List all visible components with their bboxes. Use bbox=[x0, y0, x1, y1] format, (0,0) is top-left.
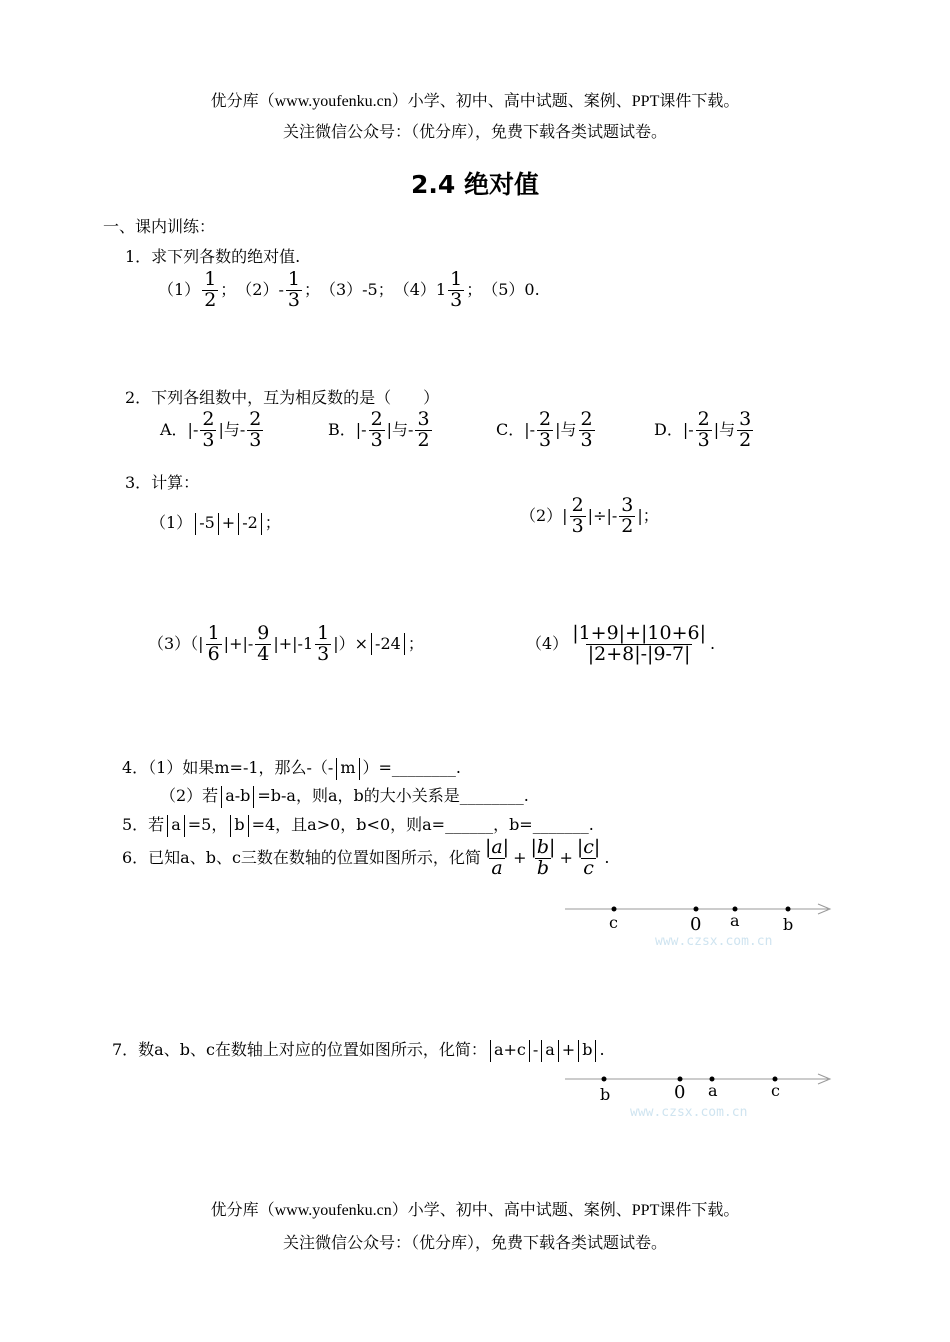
denominator: a bbox=[491, 856, 503, 879]
operator: + bbox=[561, 1040, 576, 1059]
denominator: 3 bbox=[450, 288, 463, 311]
numerator: 2 bbox=[571, 494, 584, 516]
label-zero: 0 bbox=[690, 914, 702, 935]
denominator: 3 bbox=[249, 428, 262, 451]
q3-part-3 bbox=[148, 624, 424, 665]
fraction bbox=[737, 410, 753, 451]
numerator: 2 bbox=[202, 408, 215, 430]
q1-label-2: ； （2）- bbox=[220, 279, 284, 299]
operator: |+|-1 bbox=[273, 633, 314, 653]
page-title: 2.4 绝对值 bbox=[411, 170, 539, 199]
denominator: 3 bbox=[571, 514, 584, 537]
punct: ； bbox=[407, 633, 424, 653]
abs-bar bbox=[184, 815, 185, 837]
value: a-b bbox=[225, 786, 251, 805]
value: a bbox=[171, 815, 181, 834]
numerator: 2 bbox=[539, 408, 552, 430]
option-mid: |与 bbox=[555, 419, 577, 439]
denominator: 3 bbox=[539, 428, 552, 451]
denominator: 3 bbox=[287, 288, 300, 311]
q7-watermark: www.czsx.com.cn bbox=[630, 1105, 748, 1120]
abs-bar bbox=[595, 1040, 596, 1062]
text: 4．（1）如果m=-1，那么-（- bbox=[122, 758, 334, 777]
q2-option-b bbox=[328, 410, 434, 451]
section-heading: 一、课内训练： bbox=[103, 217, 216, 236]
numerator: 3 bbox=[739, 408, 752, 430]
numerator: 2 bbox=[249, 408, 262, 430]
abs-bar bbox=[195, 513, 196, 535]
value: b bbox=[234, 815, 245, 834]
footer-line-1: 优分库（www.youfenku.cn）小学、初中、高中试题、案例、PPT课件下载。 bbox=[210, 1202, 740, 1219]
denominator: 3 bbox=[202, 428, 215, 451]
denominator: 2 bbox=[204, 288, 217, 311]
numerator: 3 bbox=[417, 408, 430, 430]
numerator: |c| bbox=[576, 836, 601, 858]
fraction bbox=[619, 496, 635, 537]
fraction bbox=[579, 410, 595, 451]
abs-bar bbox=[558, 1040, 559, 1062]
point-zero bbox=[694, 907, 699, 912]
abs-bar bbox=[529, 1040, 530, 1062]
punct: . bbox=[710, 633, 716, 653]
q1-fraction-1 bbox=[202, 270, 218, 311]
label-c: c bbox=[609, 913, 618, 932]
footer-line-2: 关注微信公众号：（优分库），免费下载各类试题试卷。 bbox=[282, 1235, 667, 1252]
abs-bar bbox=[261, 513, 262, 535]
operator: + bbox=[513, 847, 527, 867]
denominator: b bbox=[536, 856, 550, 879]
text: 6．已知a、b、c三数在数轴的位置如图所示，化简 bbox=[122, 847, 481, 867]
denominator: 3 bbox=[697, 428, 710, 451]
fraction bbox=[575, 838, 602, 879]
abs-bar bbox=[541, 1040, 542, 1062]
fraction bbox=[537, 410, 553, 451]
option-mid: |与- bbox=[386, 419, 414, 439]
numerator: 2 bbox=[370, 408, 383, 430]
q1-label-1: （1） bbox=[158, 279, 201, 299]
q1-label-5: ； （5）0. bbox=[466, 279, 540, 299]
abs-bar bbox=[490, 1040, 491, 1062]
abs-bar bbox=[253, 786, 254, 808]
fraction bbox=[528, 838, 557, 879]
header-line-1: 优分库（www.youfenku.cn）小学、初中、高中试题、案例、PPT课件下载。 bbox=[210, 93, 740, 110]
denominator: 4 bbox=[257, 642, 270, 665]
value: -5 bbox=[199, 513, 215, 532]
denominator: 3 bbox=[317, 642, 330, 665]
text: =5， bbox=[187, 815, 228, 834]
q4-line-2 bbox=[160, 783, 529, 808]
abs-bar bbox=[167, 815, 168, 837]
header-line-2: 关注微信公众号：（优分库），免费下载各类试题试卷。 bbox=[282, 124, 667, 141]
part-label: （3）（| bbox=[148, 633, 204, 653]
abs-bar bbox=[404, 633, 405, 655]
abs-bar bbox=[248, 815, 249, 837]
denominator: 2 bbox=[417, 428, 430, 451]
q6 bbox=[122, 838, 609, 879]
text: =4，且a>0，b<0，则a=______，b=_______. bbox=[251, 815, 594, 834]
option-label: A．|- bbox=[160, 419, 199, 439]
denominator: c bbox=[583, 856, 594, 879]
q5 bbox=[122, 812, 594, 837]
operator: + bbox=[221, 513, 236, 532]
numerator: 9 bbox=[257, 622, 270, 644]
point-b bbox=[602, 1077, 607, 1082]
label-b: b bbox=[783, 915, 794, 934]
operator: |÷|- bbox=[587, 505, 618, 525]
option-label: C．|- bbox=[496, 419, 536, 439]
q7 bbox=[112, 1037, 605, 1062]
q1-stem: 1．求下列各数的绝对值. bbox=[125, 247, 301, 266]
fraction bbox=[255, 624, 271, 665]
abs-bar bbox=[230, 815, 231, 837]
punct: . bbox=[604, 847, 610, 867]
denominator: |2+8|-|9-7| bbox=[587, 642, 691, 665]
part-label: （4） bbox=[526, 633, 569, 653]
part-label: （2）| bbox=[520, 505, 568, 525]
point-zero bbox=[678, 1077, 683, 1082]
q6-number-line bbox=[560, 898, 840, 938]
fraction bbox=[200, 410, 216, 451]
punct: . bbox=[599, 1040, 605, 1059]
numerator: 1 bbox=[317, 622, 330, 644]
option-label: D．|- bbox=[654, 419, 694, 439]
label-a: a bbox=[730, 911, 740, 930]
fraction bbox=[206, 624, 222, 665]
value: -24 bbox=[375, 633, 401, 653]
q1-items bbox=[158, 270, 540, 311]
q3-part-4 bbox=[526, 624, 715, 665]
numerator: |a| bbox=[484, 836, 510, 858]
abs-bar bbox=[578, 1040, 579, 1062]
q7-number-line bbox=[560, 1068, 840, 1108]
part-label: （1） bbox=[150, 513, 193, 532]
denominator: 6 bbox=[207, 642, 220, 665]
q2-option-d bbox=[654, 410, 755, 451]
fraction bbox=[570, 624, 708, 665]
text: 5．若 bbox=[122, 815, 165, 834]
q3-stem: 3．计算： bbox=[125, 473, 200, 492]
punct: ； bbox=[264, 513, 281, 532]
punct: |； bbox=[637, 505, 659, 525]
denominator: 3 bbox=[580, 428, 593, 451]
operator: |+|- bbox=[223, 633, 254, 653]
abs-bar bbox=[238, 513, 239, 535]
abs-bar bbox=[371, 633, 372, 655]
label-zero: 0 bbox=[674, 1082, 686, 1103]
q2-stem: 2．下列各组数中，互为相反数的是（ ） bbox=[125, 388, 440, 407]
fraction bbox=[696, 410, 712, 451]
numerator: 1 bbox=[450, 268, 463, 290]
value: a+c bbox=[493, 1040, 526, 1059]
operator: + bbox=[559, 847, 573, 867]
q6-watermark: www.czsx.com.cn bbox=[655, 934, 773, 949]
point-c bbox=[612, 907, 617, 912]
option-mid: |与- bbox=[218, 419, 246, 439]
operator: - bbox=[532, 1040, 539, 1059]
numerator: 1 bbox=[207, 622, 220, 644]
text: ）=________. bbox=[362, 758, 462, 777]
numerator: 3 bbox=[621, 494, 634, 516]
fraction bbox=[415, 410, 431, 451]
label-a: a bbox=[708, 1081, 718, 1100]
fraction bbox=[483, 838, 511, 879]
q1-fraction-2 bbox=[286, 270, 302, 311]
q2-option-a bbox=[160, 410, 265, 451]
text: =b-a，则a，b的大小关系是________. bbox=[257, 786, 529, 805]
value: m bbox=[340, 758, 356, 777]
abs-bar bbox=[359, 758, 360, 780]
numerator: |b| bbox=[530, 836, 556, 858]
q4-line-1 bbox=[122, 755, 461, 780]
q3-part-1 bbox=[150, 510, 281, 535]
numerator: 1 bbox=[204, 268, 217, 290]
denominator: 2 bbox=[739, 428, 752, 451]
abs-bar bbox=[218, 513, 219, 535]
fraction bbox=[570, 496, 586, 537]
abs-bar bbox=[221, 786, 222, 808]
text: 7．数a、b、c在数轴上对应的位置如图所示，化简： bbox=[112, 1040, 487, 1059]
q1-fraction-4 bbox=[448, 270, 464, 311]
denominator: 2 bbox=[621, 514, 634, 537]
text: （2）若 bbox=[160, 786, 219, 805]
point-b bbox=[786, 907, 791, 912]
option-label: B．|- bbox=[328, 419, 367, 439]
operator: |）× bbox=[333, 633, 369, 653]
q1-label-3: ； （3）-5； （4）1 bbox=[303, 279, 447, 299]
value: b bbox=[582, 1040, 593, 1059]
option-mid: |与 bbox=[713, 419, 736, 439]
q3-part-2 bbox=[520, 496, 659, 537]
numerator: |1+9|+|10+6| bbox=[572, 622, 706, 644]
fraction bbox=[315, 624, 331, 665]
value: -2 bbox=[242, 513, 258, 532]
label-c: c bbox=[771, 1081, 780, 1100]
numerator: 2 bbox=[580, 408, 593, 430]
denominator: 3 bbox=[370, 428, 383, 451]
numerator: 1 bbox=[287, 268, 300, 290]
value: a bbox=[545, 1040, 555, 1059]
fraction bbox=[369, 410, 385, 451]
q2-option-c bbox=[496, 410, 597, 451]
label-b: b bbox=[600, 1085, 611, 1104]
abs-bar bbox=[336, 758, 337, 780]
fraction bbox=[247, 410, 263, 451]
numerator: 2 bbox=[697, 408, 710, 430]
